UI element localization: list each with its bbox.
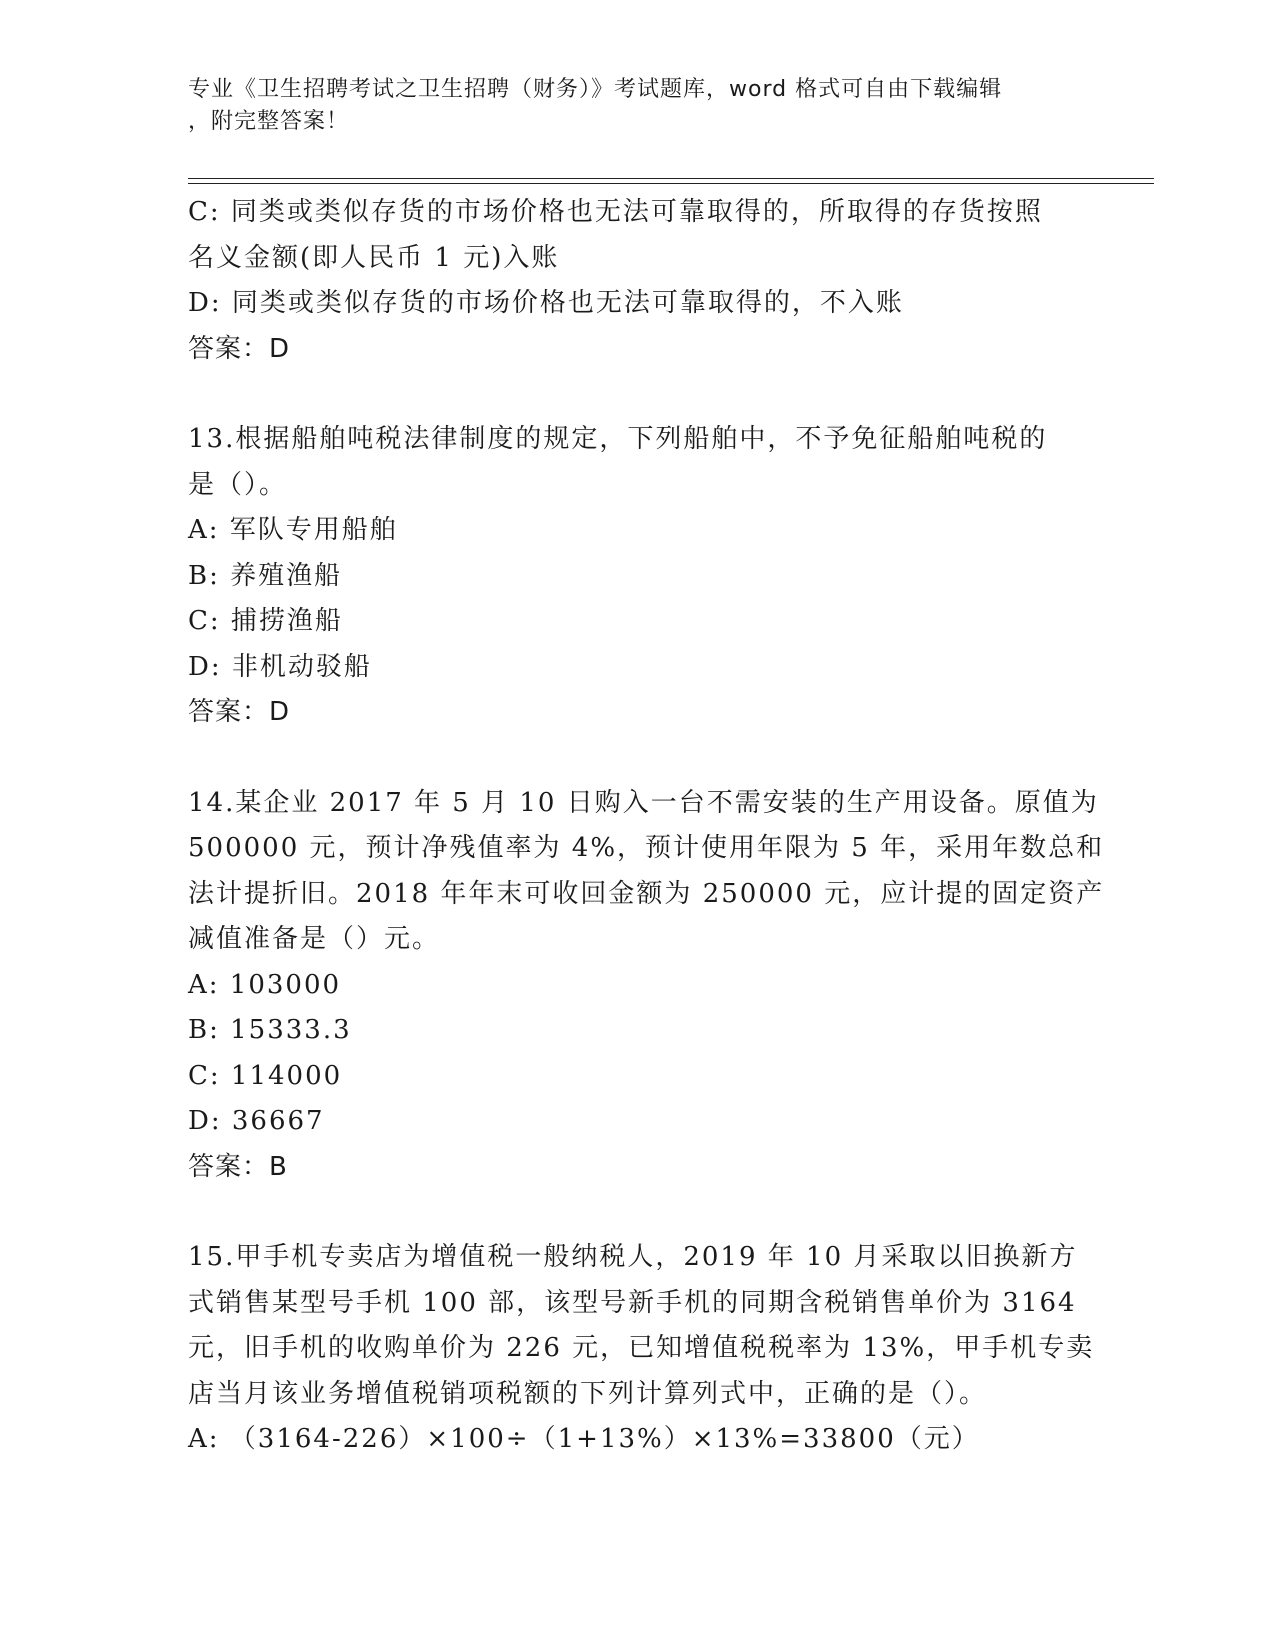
question-13 xyxy=(188,417,1078,736)
question-stem-continuation: 店当月该业务增值税销项税额的下列计算列式中，正确的是（）。 xyxy=(188,1378,988,1409)
header-title-continuation: ，附完整答案！ xyxy=(188,109,350,134)
question-stem-continuation: 是（）。 xyxy=(188,469,288,500)
question-spacer xyxy=(188,736,1078,781)
question-stem: 13.根据船舶吨税法律制度的规定，下列船舶中，不予免征船舶吨税的 xyxy=(188,424,1048,454)
answer-line: 答案：B xyxy=(188,1151,288,1182)
question-spacer xyxy=(188,372,1078,417)
question-spacer xyxy=(188,1190,1078,1235)
option-a: A: 军队专用船舶 xyxy=(188,515,398,545)
option-d: D: 同类或类似存货的市场价格也无法可靠取得的，不入账 xyxy=(188,288,904,318)
option-a: A: 103000 xyxy=(188,969,342,1000)
question-stem: 14.某企业 2017 年 5 月 10 日购入一台不需安装的生产用设备。原值为 xyxy=(188,787,1099,818)
option-d: D: 36667 xyxy=(188,1106,325,1136)
option-d: D: 非机动驳船 xyxy=(188,651,372,682)
previous-question-tail xyxy=(188,190,1078,372)
option-a: A: （3164-226）×100÷（1+13%）×13%=33800（元） xyxy=(188,1424,980,1454)
option-c-continuation: 名义金额(即人民币 1 元)入账 xyxy=(188,242,560,273)
header-title-line: 专业《卫生招聘考试之卫生招聘（财务）》考试题库，word 格式可自由下载编辑 xyxy=(188,77,1003,102)
question-content xyxy=(188,190,1105,1463)
option-c: C: 捕捞渔船 xyxy=(188,606,343,636)
question-stem-continuation: 500000 元，预计净残值率为 4%，预计使用年限为 5 年，采用年数总和 xyxy=(188,833,1105,863)
answer-line: 答案：D xyxy=(188,697,291,727)
header-divider-bottom xyxy=(188,183,1154,184)
option-b: B: 15333.3 xyxy=(188,1015,352,1045)
question-stem-continuation: 法计提折旧。2018 年年末可收回金额为 250000 元，应计提的固定资产 xyxy=(188,878,1105,909)
option-b: B: 养殖渔船 xyxy=(188,560,343,591)
question-15 xyxy=(188,1235,1095,1463)
question-stem: 15.甲手机专卖店为增值税一般纳税人，2019 年 10 月采取以旧换新方 xyxy=(188,1242,1078,1272)
header-divider-top xyxy=(188,178,1154,179)
question-14 xyxy=(188,781,1105,1191)
question-stem-continuation: 减值准备是（）元。 xyxy=(188,924,441,954)
answer-line: 答案：D xyxy=(188,333,291,364)
question-stem-continuation: 元，旧手机的收购单价为 226 元，已知增值税税率为 13%，甲手机专卖 xyxy=(188,1333,1095,1363)
document-header xyxy=(188,74,1088,138)
option-c-line: C: 同类或类似存货的市场价格也无法可靠取得的，所取得的存货按照 xyxy=(188,197,1043,227)
question-stem-continuation: 式销售某型号手机 100 部，该型号新手机的同期含税销售单价为 3164 xyxy=(188,1287,1077,1318)
option-c: C: 114000 xyxy=(188,1060,343,1091)
